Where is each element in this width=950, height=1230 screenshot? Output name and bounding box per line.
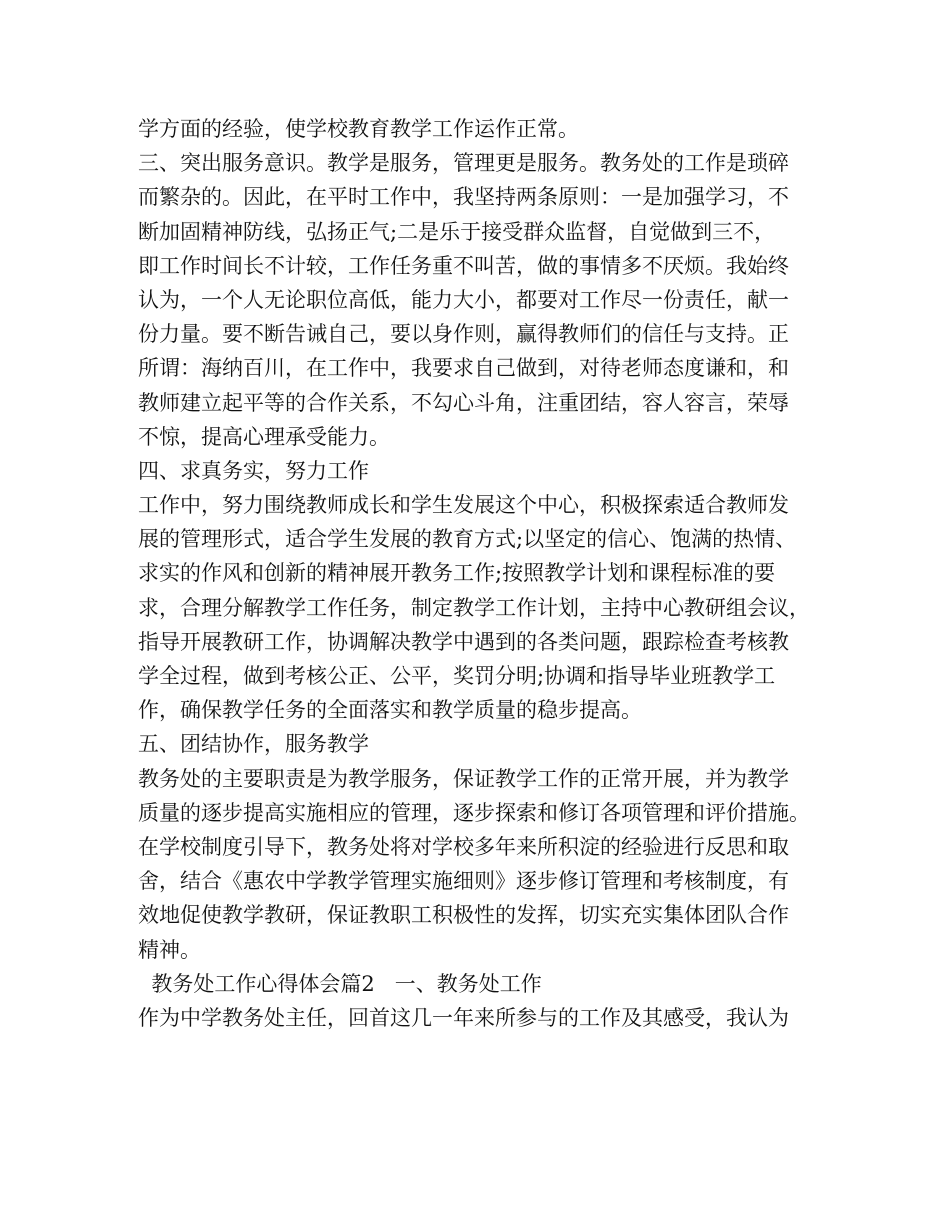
text-line: 指导开展教研工作，协调解决教学中遇到的各类问题，跟踪检查考核教 xyxy=(138,629,789,654)
text-line: 质量的逐步提高实施相应的管理，逐步探索和修订各项管理和评价措施。 xyxy=(138,800,810,825)
text-line: 学全过程，做到考核公正、公平，奖罚分明;协调和指导毕业班教学工 xyxy=(138,664,776,688)
text-line: 不惊，提高心理承受能力。 xyxy=(138,424,390,449)
text-line: 份力量。要不断告诫自己，要以身作则，赢得教师们的信任与支持。正 xyxy=(138,322,789,347)
text-line: 所谓：海纳百川，在工作中，我要求自己做到，对待老师态度谦和，和 xyxy=(138,356,789,381)
text-line: 工作中，努力围绕教师成长和学生发展这个中心，积极探索适合教师发 xyxy=(138,493,789,518)
text-line: 作为中学教务处主任，回首这几一年来所参与的工作及其感受，我认为 xyxy=(138,1005,789,1030)
text-line: 舍，结合《惠农中学教学管理实施细则》逐步修订管理和考核制度，有 xyxy=(138,869,789,894)
text-line: 三、突出服务意识。教学是服务，管理更是服务。教务处的工作是琐碎 xyxy=(138,151,789,176)
text-line: 作，确保教学任务的全面落实和教学质量的稳步提高。 xyxy=(138,698,642,723)
text-line: 即工作时间长不计较，工作任务重不叫苦，做的事情多不厌烦。我始终 xyxy=(138,253,789,278)
text-line: 求，合理分解教学工作任务，制定教学工作计划，主持中心教研组会议， xyxy=(138,595,810,620)
text-line: 五、团结协作，服务教学 xyxy=(138,732,369,757)
text-line: 而繁杂的。因此，在平时工作中，我坚持两条原则：一是加强学习，不 xyxy=(138,185,789,210)
text-line: 断加固精神防线，弘扬正气;二是乐于接受群众监督，自觉做到三不， xyxy=(138,219,776,244)
text-line: 教师建立起平等的合作关系，不勾心斗角，注重团结，容人容言，荣辱 xyxy=(138,390,789,415)
text-line: 学方面的经验，使学校教育教学工作运作正常。 xyxy=(138,117,579,141)
text-line: 教务处的主要职责是为教学服务，保证教学工作的正常开展，并为教学 xyxy=(138,766,789,791)
text-line: 四、求真务实，努力工作 xyxy=(138,458,369,483)
text-line: 效地促使教学教研，保证教职工积极性的发挥，切实充实集体团队合作 xyxy=(138,903,789,928)
text-line: 展的管理形式，适合学生发展的教育方式;以坚定的信心、饱满的热情、 xyxy=(138,527,797,552)
text-line: 教务处工作心得体会篇2 一、教务处工作 xyxy=(138,971,542,996)
text-line: 求实的作风和创新的精神展开教务工作;按照教学计划和课程标准的要 xyxy=(138,561,776,586)
text-line: 认为，一个人无论职位高低，能力大小，都要对工作尽一份责任，献一 xyxy=(138,287,789,312)
text-line: 在学校制度引导下，教务处将对学校多年来所积淀的经验进行反思和取 xyxy=(138,834,789,859)
body-text xyxy=(138,112,838,1035)
text-line: 精神。 xyxy=(138,937,201,962)
